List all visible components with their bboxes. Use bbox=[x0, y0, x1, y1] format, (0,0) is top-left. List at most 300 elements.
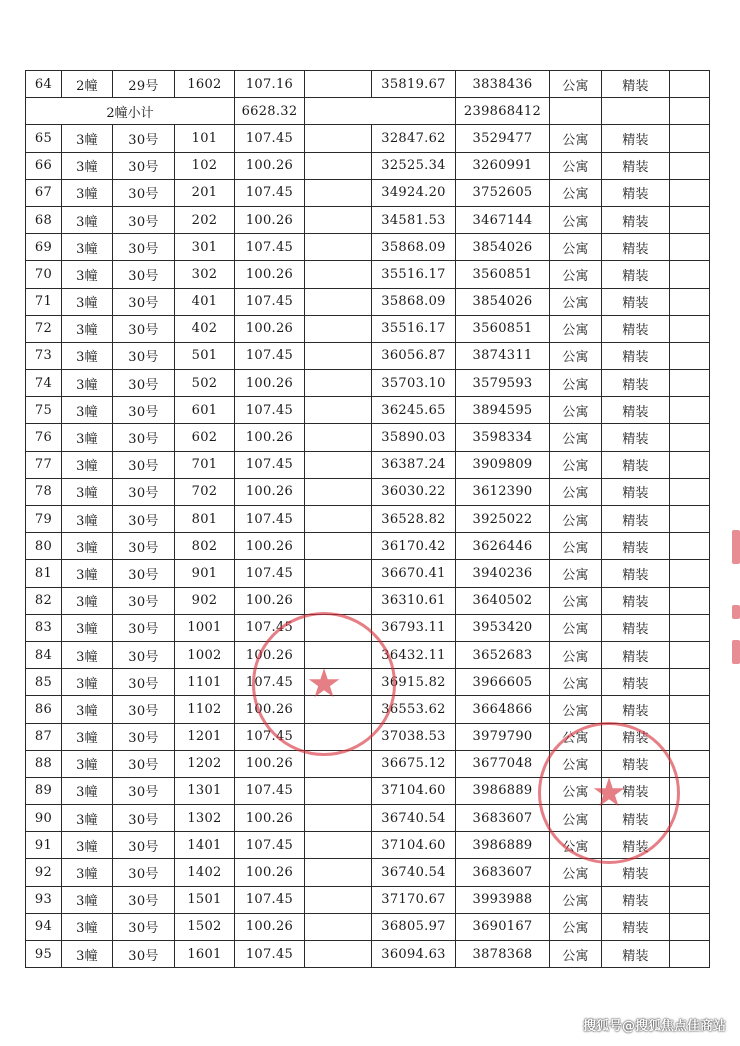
table-cell bbox=[670, 451, 710, 478]
table-cell: 37170.67 bbox=[372, 886, 456, 913]
table-row bbox=[26, 696, 710, 723]
star-icon: ★ bbox=[306, 661, 342, 707]
table-cell: 66 bbox=[26, 152, 62, 179]
table-row bbox=[26, 315, 710, 342]
table-cell: 3993988 bbox=[456, 886, 550, 913]
table-cell: 3874311 bbox=[456, 342, 550, 369]
table-cell bbox=[550, 98, 602, 125]
table-cell: 87 bbox=[26, 723, 62, 750]
table-cell: 3652683 bbox=[456, 641, 550, 668]
table-cell: 精装 bbox=[602, 750, 670, 777]
table-cell: 107.45 bbox=[235, 941, 305, 968]
table-cell: 73 bbox=[26, 342, 62, 369]
table-cell: 74 bbox=[26, 370, 62, 397]
table-cell bbox=[305, 886, 372, 913]
table-cell: 公寓 bbox=[550, 261, 602, 288]
table-row bbox=[26, 125, 710, 152]
table-cell: 3幢 bbox=[62, 614, 113, 641]
table-cell: 3640502 bbox=[456, 587, 550, 614]
table-cell: 901 bbox=[175, 560, 235, 587]
table-cell: 公寓 bbox=[550, 125, 602, 152]
table-cell: 3幢 bbox=[62, 641, 113, 668]
table-row bbox=[26, 370, 710, 397]
table-cell: 3752605 bbox=[456, 179, 550, 206]
table-cell: 3598334 bbox=[456, 424, 550, 451]
table-cell: 精装 bbox=[602, 777, 670, 804]
table-cell: 29号 bbox=[113, 71, 175, 98]
table-cell: 3幢 bbox=[62, 669, 113, 696]
table-cell: 3940236 bbox=[456, 560, 550, 587]
table-row bbox=[26, 723, 710, 750]
table-cell bbox=[305, 152, 372, 179]
table-row bbox=[26, 397, 710, 424]
table-cell: 3幢 bbox=[62, 696, 113, 723]
table-cell bbox=[670, 125, 710, 152]
table-cell: 36553.62 bbox=[372, 696, 456, 723]
table-cell: 100.26 bbox=[235, 424, 305, 451]
table-cell: 100.26 bbox=[235, 370, 305, 397]
table-cell bbox=[670, 805, 710, 832]
table-cell: 65 bbox=[26, 125, 62, 152]
table-cell: 69 bbox=[26, 234, 62, 261]
table-cell: 精装 bbox=[602, 370, 670, 397]
table-cell: 107.45 bbox=[235, 886, 305, 913]
table-cell: 107.45 bbox=[235, 560, 305, 587]
table-cell: 501 bbox=[175, 342, 235, 369]
table-cell bbox=[670, 859, 710, 886]
table-cell bbox=[670, 478, 710, 505]
table-cell: 1202 bbox=[175, 750, 235, 777]
table-cell: 1602 bbox=[175, 71, 235, 98]
table-cell bbox=[670, 98, 710, 125]
table-row bbox=[26, 669, 710, 696]
table-cell: 3幢 bbox=[62, 288, 113, 315]
table-cell: 公寓 bbox=[550, 587, 602, 614]
table-cell: 107.45 bbox=[235, 451, 305, 478]
table-cell: 107.16 bbox=[235, 71, 305, 98]
table-cell bbox=[670, 941, 710, 968]
table-cell: 30号 bbox=[113, 614, 175, 641]
table-cell: 107.45 bbox=[235, 777, 305, 804]
table-cell: 801 bbox=[175, 506, 235, 533]
table-cell bbox=[305, 179, 372, 206]
table-row bbox=[26, 451, 710, 478]
table-cell: 3690167 bbox=[456, 913, 550, 940]
table-cell: 79 bbox=[26, 506, 62, 533]
table-cell bbox=[305, 424, 372, 451]
table-cell: 30号 bbox=[113, 315, 175, 342]
table-cell bbox=[670, 723, 710, 750]
table-cell: 3幢 bbox=[62, 587, 113, 614]
table-cell: 78 bbox=[26, 478, 62, 505]
table-cell: 30号 bbox=[113, 206, 175, 233]
table-cell: 公寓 bbox=[550, 941, 602, 968]
table-cell: 3467144 bbox=[456, 206, 550, 233]
table-cell: 100.26 bbox=[235, 750, 305, 777]
table-cell bbox=[670, 71, 710, 98]
table-cell: 公寓 bbox=[550, 832, 602, 859]
table-cell: 1101 bbox=[175, 669, 235, 696]
table-cell: 3894595 bbox=[456, 397, 550, 424]
table-cell: 36915.82 bbox=[372, 669, 456, 696]
table-row bbox=[26, 206, 710, 233]
table-cell bbox=[670, 886, 710, 913]
seal-edge-mark bbox=[732, 605, 740, 619]
table-cell: 107.45 bbox=[235, 125, 305, 152]
table-cell: 公寓 bbox=[550, 777, 602, 804]
table-cell: 1601 bbox=[175, 941, 235, 968]
table-cell: 公寓 bbox=[550, 206, 602, 233]
table-cell bbox=[670, 587, 710, 614]
table-cell: 3677048 bbox=[456, 750, 550, 777]
table-cell: 36030.22 bbox=[372, 478, 456, 505]
table-cell bbox=[670, 315, 710, 342]
table-cell: 3683607 bbox=[456, 805, 550, 832]
table-cell: 30号 bbox=[113, 750, 175, 777]
table-cell bbox=[305, 587, 372, 614]
table-cell: 701 bbox=[175, 451, 235, 478]
table-cell: 301 bbox=[175, 234, 235, 261]
table-cell: 3953420 bbox=[456, 614, 550, 641]
table-cell: 3979790 bbox=[456, 723, 550, 750]
table-cell: 102 bbox=[175, 152, 235, 179]
table-cell: 精装 bbox=[602, 397, 670, 424]
table-cell: 公寓 bbox=[550, 859, 602, 886]
table-cell: 101 bbox=[175, 125, 235, 152]
table-cell: 精装 bbox=[602, 478, 670, 505]
table-cell bbox=[305, 805, 372, 832]
table-cell bbox=[305, 370, 372, 397]
table-cell: 精装 bbox=[602, 886, 670, 913]
table-cell: 100.26 bbox=[235, 315, 305, 342]
table-cell: 37038.53 bbox=[372, 723, 456, 750]
table-cell: 公寓 bbox=[550, 424, 602, 451]
table-cell: 100.26 bbox=[235, 696, 305, 723]
table-cell: 公寓 bbox=[550, 886, 602, 913]
table-cell: 88 bbox=[26, 750, 62, 777]
table-cell: 36675.12 bbox=[372, 750, 456, 777]
table-cell: 3幢 bbox=[62, 125, 113, 152]
table-cell bbox=[670, 206, 710, 233]
table-cell: 93 bbox=[26, 886, 62, 913]
table-cell bbox=[670, 832, 710, 859]
table-cell bbox=[305, 506, 372, 533]
table-cell: 36432.11 bbox=[372, 641, 456, 668]
table-cell: 3909809 bbox=[456, 451, 550, 478]
table-cell: 3幢 bbox=[62, 777, 113, 804]
table-cell: 902 bbox=[175, 587, 235, 614]
table-cell bbox=[305, 206, 372, 233]
table-cell: 36310.61 bbox=[372, 587, 456, 614]
table-cell bbox=[305, 288, 372, 315]
table-cell: 35516.17 bbox=[372, 315, 456, 342]
table-cell: 公寓 bbox=[550, 71, 602, 98]
table-cell: 36245.65 bbox=[372, 397, 456, 424]
table-cell: 502 bbox=[175, 370, 235, 397]
table-cell: 35868.09 bbox=[372, 288, 456, 315]
table-cell: 30号 bbox=[113, 342, 175, 369]
table-cell: 36670.41 bbox=[372, 560, 456, 587]
table-cell: 3幢 bbox=[62, 886, 113, 913]
table-cell: 30号 bbox=[113, 125, 175, 152]
table-cell: 3幢 bbox=[62, 206, 113, 233]
table-cell: 3幢 bbox=[62, 397, 113, 424]
table-cell: 68 bbox=[26, 206, 62, 233]
seal-edge-mark bbox=[732, 640, 740, 664]
table-cell: 100.26 bbox=[235, 533, 305, 560]
table-cell: 3幢 bbox=[62, 533, 113, 560]
table-cell: 精装 bbox=[602, 913, 670, 940]
table-cell: 239868412 bbox=[456, 98, 550, 125]
table-cell: 3626446 bbox=[456, 533, 550, 560]
table-cell: 71 bbox=[26, 288, 62, 315]
table-row bbox=[26, 941, 710, 968]
table-cell bbox=[670, 696, 710, 723]
table-cell: 80 bbox=[26, 533, 62, 560]
table-cell: 107.45 bbox=[235, 832, 305, 859]
table-cell: 75 bbox=[26, 397, 62, 424]
table-cell: 37104.60 bbox=[372, 832, 456, 859]
table-cell bbox=[305, 315, 372, 342]
table-cell: 3幢 bbox=[62, 832, 113, 859]
table-cell: 3878368 bbox=[456, 941, 550, 968]
table-cell: 公寓 bbox=[550, 669, 602, 696]
table-cell bbox=[670, 614, 710, 641]
table-cell: 100.26 bbox=[235, 859, 305, 886]
table-row bbox=[26, 179, 710, 206]
table-cell: 精装 bbox=[602, 805, 670, 832]
table-cell: 86 bbox=[26, 696, 62, 723]
table-cell bbox=[305, 913, 372, 940]
table-cell: 公寓 bbox=[550, 913, 602, 940]
table-cell bbox=[670, 750, 710, 777]
table-cell: 3幢 bbox=[62, 506, 113, 533]
table-row bbox=[26, 560, 710, 587]
table-cell: 精装 bbox=[602, 641, 670, 668]
table-row bbox=[26, 288, 710, 315]
table-cell: 6628.32 bbox=[235, 98, 305, 125]
table-cell: 公寓 bbox=[550, 533, 602, 560]
table-cell: 公寓 bbox=[550, 234, 602, 261]
table-row bbox=[26, 777, 710, 804]
table-cell bbox=[670, 261, 710, 288]
table-cell: 1401 bbox=[175, 832, 235, 859]
table-cell: 601 bbox=[175, 397, 235, 424]
table-cell: 89 bbox=[26, 777, 62, 804]
table-cell: 35703.10 bbox=[372, 370, 456, 397]
table-cell: 30号 bbox=[113, 234, 175, 261]
table-cell bbox=[670, 777, 710, 804]
table-cell: 76 bbox=[26, 424, 62, 451]
table-cell: 72 bbox=[26, 315, 62, 342]
table-cell: 30号 bbox=[113, 288, 175, 315]
table-cell: 100.26 bbox=[235, 805, 305, 832]
table-cell: 30号 bbox=[113, 506, 175, 533]
table-cell bbox=[670, 913, 710, 940]
table-cell: 公寓 bbox=[550, 397, 602, 424]
table-cell bbox=[305, 696, 372, 723]
table-cell: 精装 bbox=[602, 424, 670, 451]
table-cell: 36387.24 bbox=[372, 451, 456, 478]
table-cell: 2幢小计 bbox=[26, 98, 235, 125]
table-row bbox=[26, 913, 710, 940]
table-cell: 107.45 bbox=[235, 506, 305, 533]
table-cell bbox=[305, 234, 372, 261]
table-cell: 92 bbox=[26, 859, 62, 886]
table-cell: 100.26 bbox=[235, 587, 305, 614]
table-cell bbox=[670, 641, 710, 668]
table-cell: 3560851 bbox=[456, 261, 550, 288]
table-row bbox=[26, 886, 710, 913]
table-cell: 公寓 bbox=[550, 614, 602, 641]
table-cell: 公寓 bbox=[550, 342, 602, 369]
table-cell: 1201 bbox=[175, 723, 235, 750]
table-row bbox=[26, 424, 710, 451]
table-cell: 公寓 bbox=[550, 478, 602, 505]
table-cell: 36094.63 bbox=[372, 941, 456, 968]
table-cell: 30号 bbox=[113, 560, 175, 587]
table-cell: 精装 bbox=[602, 669, 670, 696]
table-cell: 81 bbox=[26, 560, 62, 587]
table-cell: 精装 bbox=[602, 261, 670, 288]
table-cell bbox=[670, 342, 710, 369]
table-row bbox=[26, 587, 710, 614]
table-cell: 3612390 bbox=[456, 478, 550, 505]
table-cell: 107.45 bbox=[235, 723, 305, 750]
table-cell: 35516.17 bbox=[372, 261, 456, 288]
table-cell: 30号 bbox=[113, 859, 175, 886]
table-row bbox=[26, 342, 710, 369]
table-cell: 精装 bbox=[602, 506, 670, 533]
table-cell: 精装 bbox=[602, 179, 670, 206]
table-cell: 3幢 bbox=[62, 342, 113, 369]
table-cell: 30号 bbox=[113, 913, 175, 940]
seal-edge-mark bbox=[732, 530, 740, 564]
table-cell: 精装 bbox=[602, 614, 670, 641]
table-cell: 公寓 bbox=[550, 560, 602, 587]
table-cell: 30号 bbox=[113, 832, 175, 859]
table-cell: 3幢 bbox=[62, 451, 113, 478]
table-cell: 公寓 bbox=[550, 805, 602, 832]
table-cell bbox=[670, 179, 710, 206]
table-cell: 30号 bbox=[113, 723, 175, 750]
table-cell: 精装 bbox=[602, 315, 670, 342]
table-cell: 精装 bbox=[602, 941, 670, 968]
table-cell: 100.26 bbox=[235, 152, 305, 179]
table-cell: 3幢 bbox=[62, 478, 113, 505]
table-cell: 107.45 bbox=[235, 288, 305, 315]
table-cell bbox=[670, 506, 710, 533]
table-cell: 30号 bbox=[113, 533, 175, 560]
table-row bbox=[26, 234, 710, 261]
table-row bbox=[26, 506, 710, 533]
table-cell: 30号 bbox=[113, 669, 175, 696]
table-row bbox=[26, 261, 710, 288]
table-cell bbox=[670, 669, 710, 696]
subtotal-row bbox=[26, 98, 710, 125]
table-cell bbox=[670, 234, 710, 261]
table-cell: 30号 bbox=[113, 152, 175, 179]
table-cell: 3幢 bbox=[62, 560, 113, 587]
table-cell bbox=[305, 397, 372, 424]
table-cell: 37104.60 bbox=[372, 777, 456, 804]
table-cell: 精装 bbox=[602, 560, 670, 587]
table-cell: 30号 bbox=[113, 805, 175, 832]
table-cell bbox=[670, 424, 710, 451]
table-cell bbox=[305, 125, 372, 152]
table-cell: 3260991 bbox=[456, 152, 550, 179]
table-cell bbox=[602, 98, 670, 125]
table-cell: 107.45 bbox=[235, 234, 305, 261]
table-cell: 3幢 bbox=[62, 179, 113, 206]
table-row bbox=[26, 805, 710, 832]
table-cell: 1301 bbox=[175, 777, 235, 804]
star-icon: ★ bbox=[591, 770, 627, 816]
table-cell bbox=[305, 750, 372, 777]
table-cell bbox=[305, 859, 372, 886]
table-cell: 401 bbox=[175, 288, 235, 315]
table-cell: 3986889 bbox=[456, 777, 550, 804]
table-cell: 精装 bbox=[602, 696, 670, 723]
table-cell: 3579593 bbox=[456, 370, 550, 397]
table-cell: 公寓 bbox=[550, 315, 602, 342]
table-cell: 30号 bbox=[113, 941, 175, 968]
table-cell: 32847.62 bbox=[372, 125, 456, 152]
table-cell bbox=[305, 98, 456, 125]
table-cell: 32525.34 bbox=[372, 152, 456, 179]
table-cell bbox=[670, 152, 710, 179]
table-cell: 802 bbox=[175, 533, 235, 560]
table-cell: 精装 bbox=[602, 451, 670, 478]
table-cell: 3幢 bbox=[62, 370, 113, 397]
price-table bbox=[25, 70, 710, 968]
table-cell: 精装 bbox=[602, 723, 670, 750]
table-cell: 精装 bbox=[602, 288, 670, 315]
table-cell bbox=[670, 560, 710, 587]
table-row bbox=[26, 641, 710, 668]
table-cell: 3560851 bbox=[456, 315, 550, 342]
table-cell: 3幢 bbox=[62, 315, 113, 342]
table-cell: 35890.03 bbox=[372, 424, 456, 451]
table-cell: 202 bbox=[175, 206, 235, 233]
table-cell bbox=[305, 560, 372, 587]
table-row bbox=[26, 750, 710, 777]
table-cell: 64 bbox=[26, 71, 62, 98]
table-cell: 公寓 bbox=[550, 179, 602, 206]
table-cell bbox=[305, 451, 372, 478]
table-cell: 精装 bbox=[602, 152, 670, 179]
table-cell bbox=[305, 641, 372, 668]
table-cell: 107.45 bbox=[235, 614, 305, 641]
table-cell: 36793.11 bbox=[372, 614, 456, 641]
table-cell bbox=[305, 777, 372, 804]
table-cell: 36740.54 bbox=[372, 859, 456, 886]
table-cell: 30号 bbox=[113, 370, 175, 397]
table-row bbox=[26, 71, 710, 98]
table-row bbox=[26, 152, 710, 179]
table-row bbox=[26, 859, 710, 886]
table-cell: 34581.53 bbox=[372, 206, 456, 233]
table-cell: 3925022 bbox=[456, 506, 550, 533]
table-cell bbox=[670, 533, 710, 560]
table-cell: 公寓 bbox=[550, 451, 602, 478]
table-cell: 100.26 bbox=[235, 261, 305, 288]
table-cell: 36805.97 bbox=[372, 913, 456, 940]
table-cell: 3幢 bbox=[62, 424, 113, 451]
table-cell: 30号 bbox=[113, 696, 175, 723]
table-cell: 3幢 bbox=[62, 261, 113, 288]
table-cell: 34924.20 bbox=[372, 179, 456, 206]
